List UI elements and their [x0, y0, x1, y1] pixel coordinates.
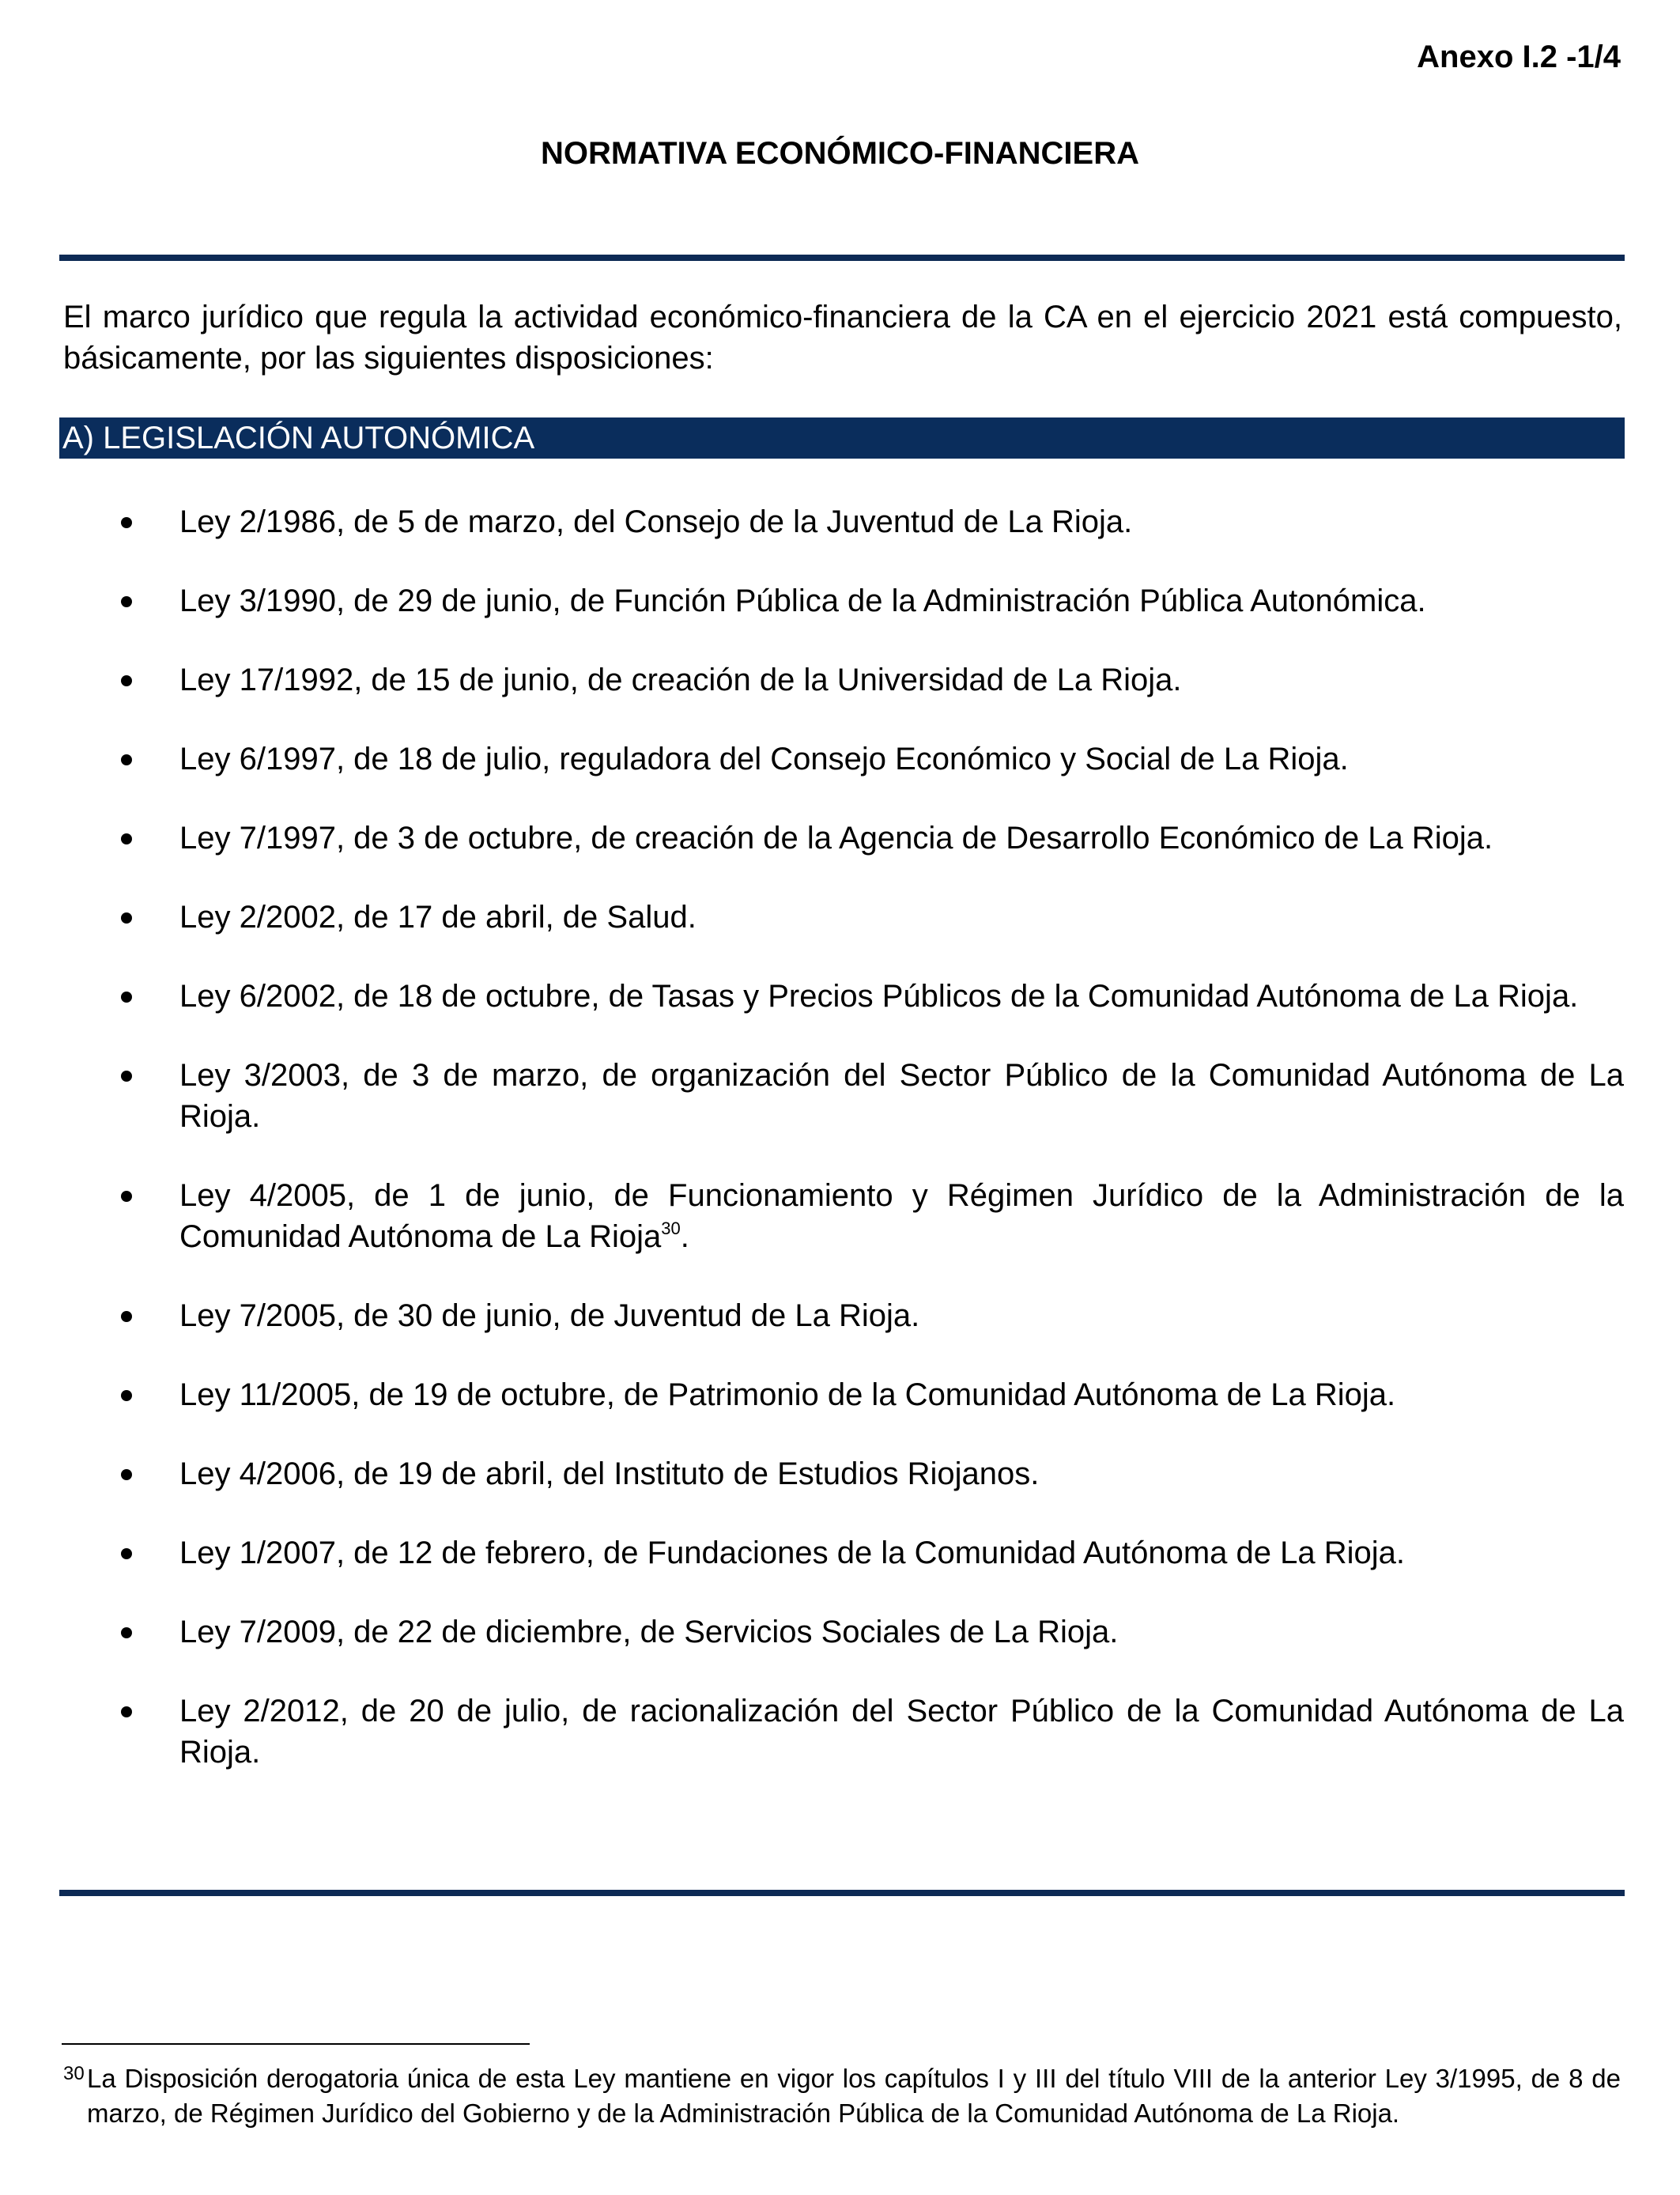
law-text: Ley 7/2009, de 22 de diciembre, de Servicios Sociales de La Rioja.	[179, 1615, 1119, 1649]
footnote-reference[interactable]: 30	[661, 1218, 681, 1238]
footnote	[63, 2061, 1621, 2131]
law-text: Ley 7/1997, de 3 de octubre, de creación de la Agencia de Desarrollo Económico de La Rioja.	[179, 821, 1493, 856]
page-title: NORMATIVA ECONÓMICO-FINANCIERA	[541, 136, 1139, 171]
section-heading: A) LEGISLACIÓN AUTONÓMICA	[62, 421, 535, 455]
law-text: Ley 17/1992, de 15 de junio, de creación de la Universidad de La Rioja.	[179, 663, 1182, 697]
law-text: Ley 3/2003, de 3 de marzo, de organización del Sector Público de la Comunidad Autónoma de La Rioja.	[179, 1058, 1624, 1134]
section-heading-bar	[59, 417, 1625, 459]
law-text: Ley 2/2012, de 20 de julio, de racionalización del Sector Público de la Comunidad Autónoma de La Rioja.	[179, 1694, 1624, 1770]
law-text: Ley 7/2005, de 30 de junio, de Juventud de La Rioja.	[179, 1298, 920, 1333]
footnote-separator	[62, 2043, 530, 2045]
law-text: Ley 2/2002, de 17 de abril, de Salud.	[179, 900, 697, 935]
bullet-icon	[121, 1311, 132, 1322]
law-item	[0, 1532, 1624, 1574]
law-text-end: .	[680, 1219, 689, 1254]
bullet-icon	[121, 1390, 132, 1401]
bullet-icon	[121, 912, 132, 924]
law-text: Ley 4/2006, de 19 de abril, del Instituto de Estudios Riojanos.	[179, 1456, 1040, 1491]
bullet-icon	[121, 1191, 132, 1202]
law-list	[0, 501, 1680, 1811]
law-text: Ley 3/1990, de 29 de junio, de Función Pública de la Administración Pública Autonómica.	[179, 584, 1426, 618]
footnote-number: 30	[63, 2063, 85, 2084]
law-item	[0, 1175, 1624, 1257]
bullet-icon	[121, 1548, 132, 1559]
bullet-icon	[121, 596, 132, 607]
bullet-icon	[121, 833, 132, 844]
law-text: Ley 6/1997, de 18 de julio, reguladora del Consejo Económico y Social de La Rioja.	[179, 742, 1349, 776]
law-item	[0, 1691, 1624, 1773]
law-item	[0, 897, 1624, 938]
law-text: Ley 6/2002, de 18 de octubre, de Tasas y Precios Públicos de la Comunidad Autónoma de La Rioja.	[179, 979, 1579, 1014]
law-item	[0, 976, 1624, 1017]
law-text: Ley 1/2007, de 12 de febrero, de Fundaciones de la Comunidad Autónoma de La Rioja.	[179, 1536, 1405, 1570]
law-item	[0, 739, 1624, 780]
bullet-icon	[121, 1469, 132, 1480]
law-text: Ley 4/2005, de 1 de junio, de Funcionamiento y Régimen Jurídico de la Administración de la Comunidad Autónoma de La Rioja	[179, 1178, 1624, 1254]
law-item	[0, 1295, 1624, 1336]
footnote-text: La Disposición derogatoria única de esta Ley mantiene en vigor los capítulos I y III del título VIII de la anterior Ley 3/1995, de 8 de marzo, de Régimen Jurídico del Gobierno y de la Administración Pública de la Comunidad Autónoma de La Rioja.	[87, 2064, 1621, 2128]
bullet-icon	[121, 992, 132, 1003]
law-item	[0, 1611, 1624, 1653]
law-item	[0, 1055, 1624, 1137]
law-item	[0, 818, 1624, 859]
bullet-icon	[121, 1706, 132, 1717]
top-divider	[59, 255, 1625, 261]
bullet-icon	[121, 754, 132, 765]
law-text: Ley 11/2005, de 19 de octubre, de Patrimonio de la Comunidad Autónoma de La Rioja.	[179, 1377, 1396, 1412]
law-item	[0, 501, 1624, 542]
law-text: Ley 2/1986, de 5 de marzo, del Consejo de la Juventud de La Rioja.	[179, 504, 1133, 539]
bullet-icon	[121, 1627, 132, 1638]
law-item	[0, 1453, 1624, 1494]
bottom-divider	[59, 1890, 1625, 1896]
bullet-icon	[121, 1071, 132, 1082]
law-item	[0, 580, 1624, 621]
bullet-icon	[121, 675, 132, 686]
law-item	[0, 659, 1624, 701]
bullet-icon	[121, 517, 132, 528]
intro-paragraph: El marco jurídico que regula la actividad económico-financiera de la CA en el ejercicio 2021 está compuesto, básicamente, por las siguientes disposiciones:	[63, 300, 1622, 376]
annex-label: Anexo I.2 -1/4	[1417, 40, 1621, 74]
law-item	[0, 1374, 1624, 1415]
